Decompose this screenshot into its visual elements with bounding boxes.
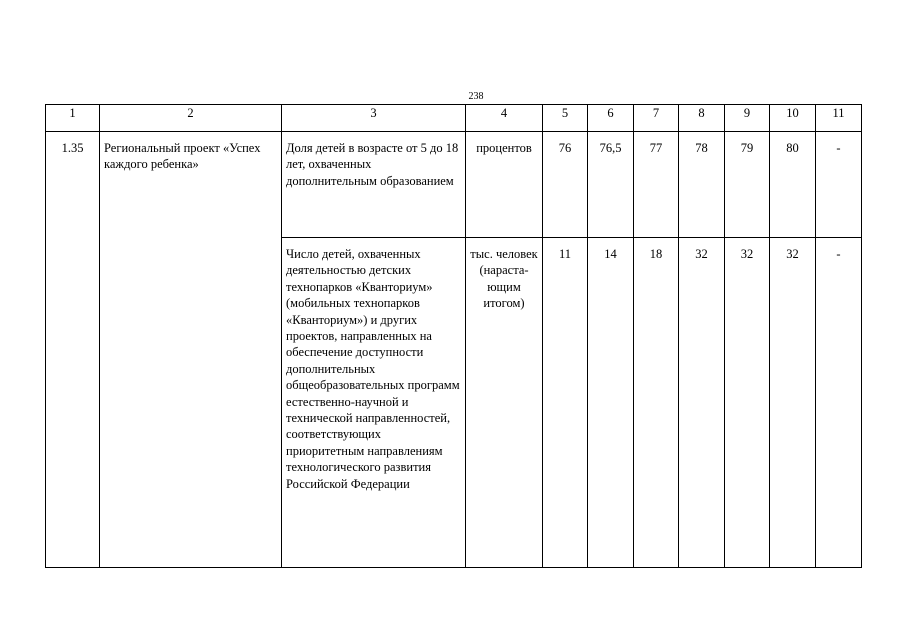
indicator-name: Число детей, охваченных деятельностью детских технопарков «Кванториум» (мобильных технопарков «Кванториум») и других проектов, направленных на обеспечение доступности дополнительных общеобразовательных программ естественно-научной и технической направленностей, соответствующих приоритетным направлениям технологического развития Российской Федерации: [282, 238, 466, 568]
value-cell: 80: [770, 132, 816, 238]
unit-cell: тыс. человек (нараста-ющим итогом): [466, 238, 543, 568]
value-cell: 79: [725, 132, 770, 238]
value-cell: 14: [588, 238, 634, 568]
column-header: 9: [725, 105, 770, 132]
value-cell: 76: [543, 132, 588, 238]
value-cell: 18: [634, 238, 679, 568]
column-header: 10: [770, 105, 816, 132]
page-number: 238: [468, 91, 484, 102]
indicator-name: Доля детей в возрасте от 5 до 18 лет, охваченных дополнительным образованием: [282, 132, 466, 238]
value-cell: 32: [770, 238, 816, 568]
value-cell: -: [816, 132, 862, 238]
unit-cell: процентов: [466, 132, 543, 238]
value-cell: 77: [634, 132, 679, 238]
table-row: [46, 132, 862, 238]
project-name: Региональный проект «Успех каждого ребенка»: [100, 132, 282, 568]
table-header-row: [46, 105, 862, 132]
column-header: 4: [466, 105, 543, 132]
indicators-table: [45, 104, 862, 568]
column-header: 5: [543, 105, 588, 132]
column-header: 6: [588, 105, 634, 132]
column-header: 11: [816, 105, 862, 132]
value-cell: 32: [725, 238, 770, 568]
value-cell: 11: [543, 238, 588, 568]
value-cell: 32: [679, 238, 725, 568]
entry-number: 1.35: [46, 132, 100, 568]
value-cell: -: [816, 238, 862, 568]
column-header: 2: [100, 105, 282, 132]
value-cell: 76,5: [588, 132, 634, 238]
column-header: 3: [282, 105, 466, 132]
column-header: 7: [634, 105, 679, 132]
value-cell: 78: [679, 132, 725, 238]
column-header: 1: [46, 105, 100, 132]
column-header: 8: [679, 105, 725, 132]
